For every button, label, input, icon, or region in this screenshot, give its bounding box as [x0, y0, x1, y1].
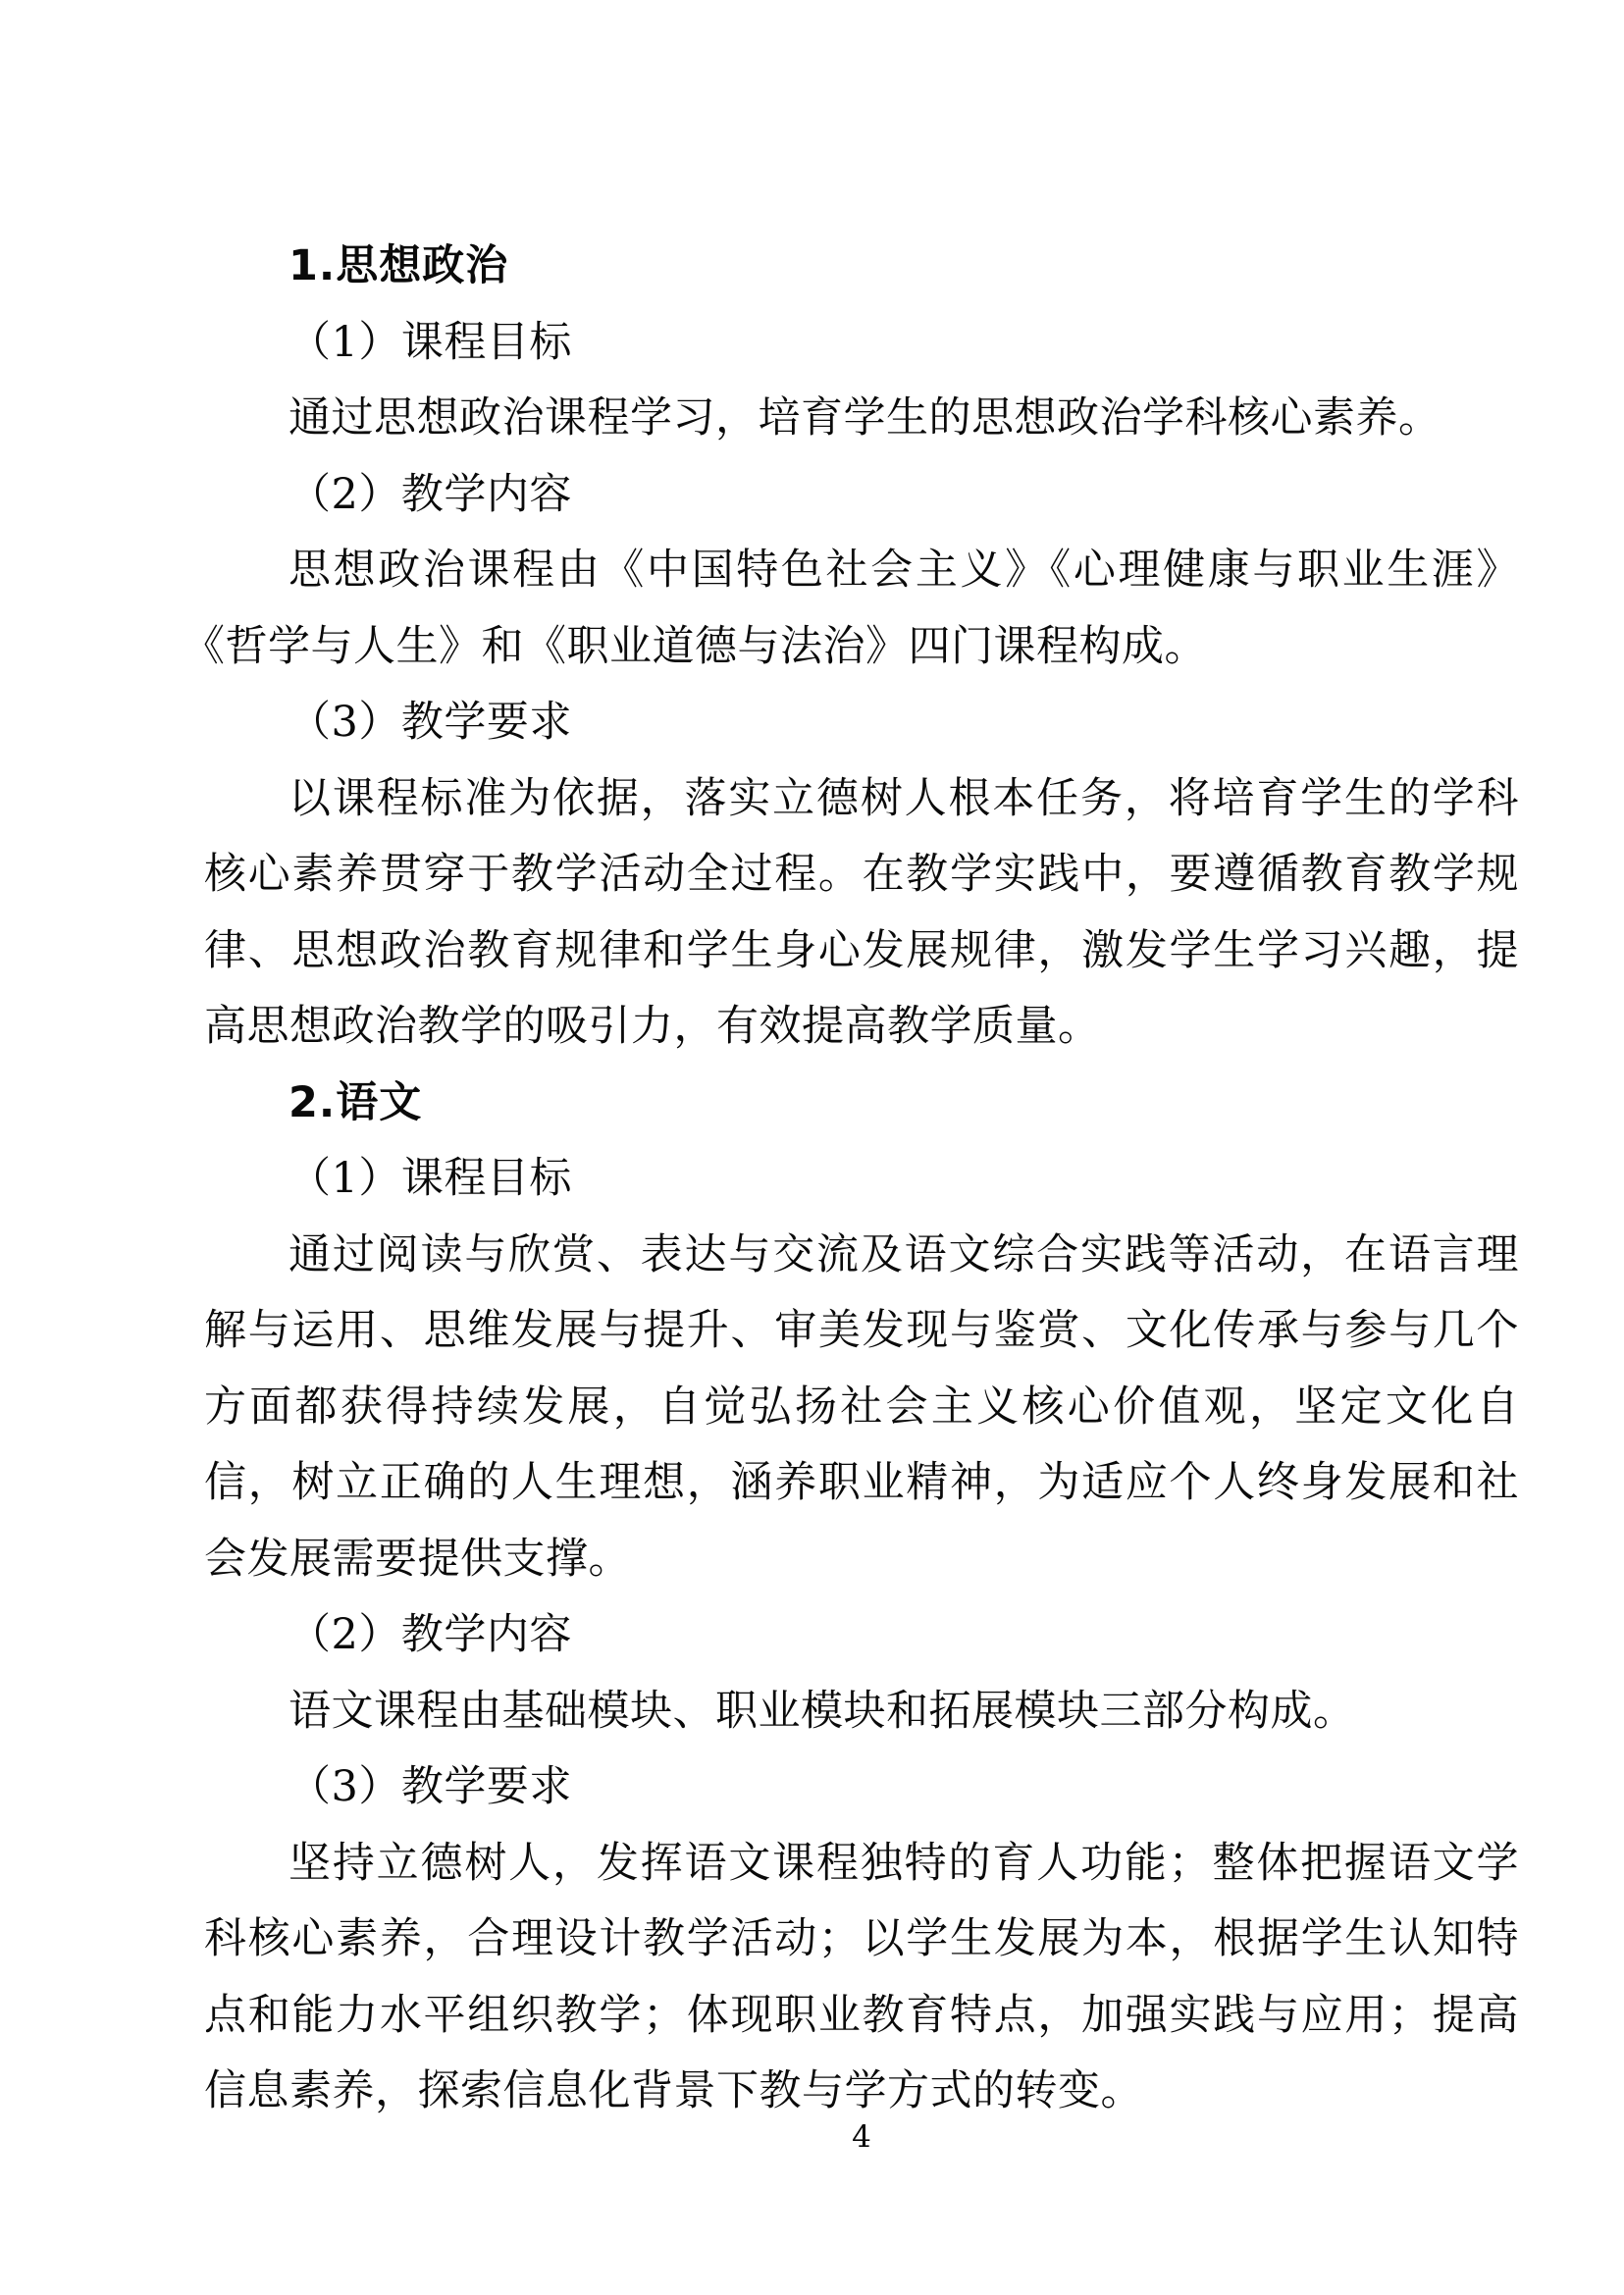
text-line: 律、思想政治教育规律和学生身心发展规律，激发学生学习兴趣，提 [204, 925, 1519, 975]
subheading-teaching-content: （2）教学内容 [288, 1610, 572, 1659]
text-line: 语文课程由基础模块、职业模块和拓展模块三部分构成。 [288, 1686, 1356, 1736]
subheading-course-goal: （1）课程目标 [288, 1154, 572, 1203]
text-line: 信，树立正确的人生理想，涵养职业精神，为适应个人终身发展和社 [204, 1458, 1519, 1507]
text-line: 《哲学与人生》和《职业道德与法治》四门课程构成。 [183, 621, 1207, 671]
text-line: 核心素养贯穿于教学活动全过程。在教学实践中，要遵循教育教学规 [204, 850, 1519, 899]
text-line: 坚持立德树人，发挥语文课程独特的育人功能；整体把握语文学 [288, 1838, 1519, 1888]
section-heading-chinese-language: 2.语文 [288, 1077, 423, 1127]
text-line: 以课程标准为依据，落实立德树人根本任务，将培育学生的学科 [288, 773, 1519, 823]
text-line: 科核心素养，合理设计教学活动；以学生发展为本，根据学生认知特 [204, 1914, 1519, 1963]
subheading-teaching-requirements: （3）教学要求 [288, 1762, 572, 1811]
page-number: 4 [852, 2119, 871, 2155]
text-line: 方面都获得持续发展，自觉弘扬社会主义核心价值观，坚定文化自 [204, 1382, 1519, 1432]
text-line: 高思想政治教学的吸引力，有效提高教学质量。 [204, 1002, 1101, 1051]
text-line: 信息素养，探索信息化背景下教与学方式的转变。 [204, 2066, 1143, 2115]
text-line: 会发展需要提供支撑。 [204, 1534, 631, 1584]
section-heading-ideological-politics: 1.思想政治 [288, 241, 509, 290]
subheading-teaching-requirements: （3）教学要求 [288, 698, 572, 747]
text-line: 通过思想政治课程学习，培育学生的思想政治学科核心素养。 [288, 393, 1441, 443]
text-line: 通过阅读与欣赏、表达与交流及语文综合实践等活动，在语言理 [288, 1229, 1519, 1279]
text-line: 思想政治课程由《中国特色社会主义》《心理健康与职业生涯》 [288, 546, 1519, 595]
subheading-teaching-content: （2）教学内容 [288, 469, 572, 519]
subheading-course-goal: （1）课程目标 [288, 317, 572, 367]
document-body [183, 229, 1519, 2130]
text-line: 点和能力水平组织教学；体现职业教育特点，加强实践与应用；提高 [204, 1990, 1519, 2040]
text-line: 解与运用、思维发展与提升、审美发现与鉴赏、文化传承与参与几个 [204, 1306, 1519, 1355]
